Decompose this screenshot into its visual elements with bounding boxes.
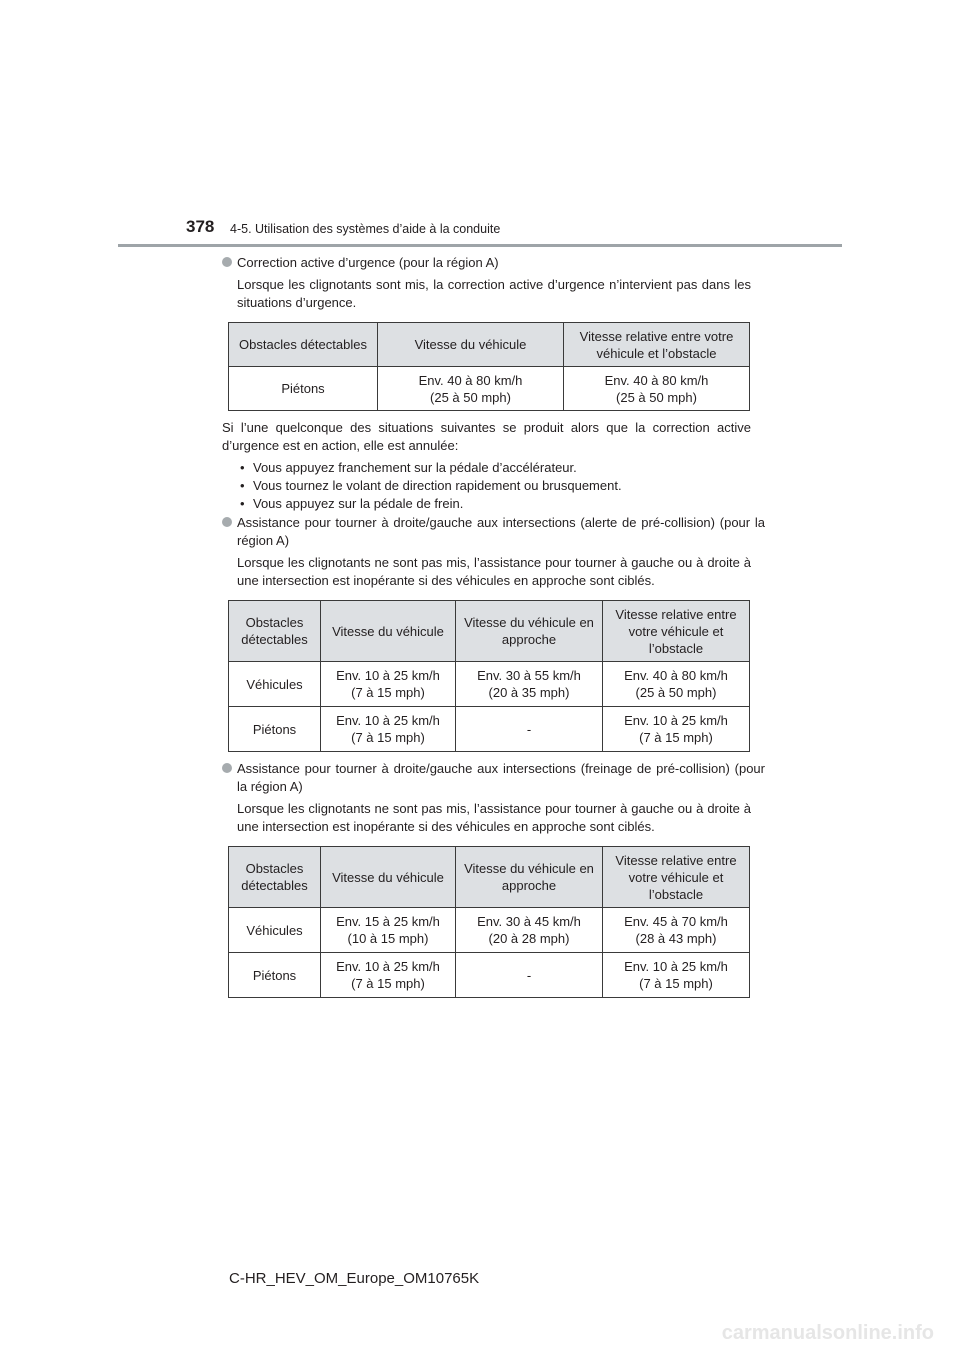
cell-obstacle: Véhicules bbox=[229, 662, 321, 707]
table-header-row bbox=[229, 847, 750, 908]
cell-mph: (20 à 28 mph) bbox=[488, 931, 570, 946]
col-speed: Vitesse du véhicule bbox=[378, 323, 564, 367]
col-speed: Vitesse du véhicule bbox=[321, 847, 456, 908]
cell-approach: - bbox=[456, 953, 603, 998]
cell-kmh: Env. 30 à 55 km/h bbox=[477, 668, 581, 683]
section1-heading bbox=[222, 254, 750, 272]
bullet-icon bbox=[222, 763, 232, 773]
bullet-icon bbox=[222, 517, 232, 527]
cell-kmh: Env. 10 à 25 km/h bbox=[624, 959, 728, 974]
section1-table bbox=[228, 322, 750, 411]
cell-kmh: Env. 15 à 25 km/h bbox=[336, 914, 440, 929]
cell-obstacle: Piétons bbox=[229, 953, 321, 998]
col-obstacles: Obstacles détectables bbox=[229, 601, 321, 662]
footer-doc-id: C-HR_HEV_OM_Europe_OM10765K bbox=[229, 1270, 480, 1287]
cell-relative bbox=[603, 662, 750, 707]
cell-obstacle: Piétons bbox=[229, 367, 378, 411]
section1-heading-text: Correction active d’urgence (pour la région A) bbox=[237, 255, 499, 270]
cell-mph: (7 à 15 mph) bbox=[351, 685, 425, 700]
section2-table bbox=[228, 600, 750, 752]
table-header-row bbox=[229, 323, 750, 367]
cell-kmh: Env. 10 à 25 km/h bbox=[336, 713, 440, 728]
cell-speed bbox=[321, 908, 456, 953]
cell-obstacle: Piétons bbox=[229, 707, 321, 752]
cell-mph: (28 à 43 mph) bbox=[635, 931, 717, 946]
cell-relative bbox=[603, 707, 750, 752]
section2-heading bbox=[222, 514, 765, 550]
cell-speed bbox=[321, 707, 456, 752]
cell-mph: (25 à 50 mph) bbox=[635, 685, 717, 700]
cell-approach: - bbox=[456, 707, 603, 752]
cell-relative bbox=[603, 953, 750, 998]
col-approach: Vitesse du véhicule en approche bbox=[456, 601, 603, 662]
cell-speed bbox=[321, 953, 456, 998]
col-obstacles: Obstacles détectables bbox=[229, 847, 321, 908]
cell-kmh: Env. 40 à 80 km/h bbox=[418, 372, 523, 388]
cell-kmh: Env. 40 à 80 km/h bbox=[624, 668, 728, 683]
section1-cancel-text: Si l’une quelconque des situations suivantes se produit alors que la correction active d’urgence est en action, elle est annulée: bbox=[222, 420, 751, 453]
bullet-icon bbox=[222, 257, 232, 267]
cell-mph: (10 à 15 mph) bbox=[347, 931, 429, 946]
watermark: carmanualsonline.info bbox=[721, 1322, 934, 1344]
table-row bbox=[229, 662, 750, 707]
cell-kmh: Env. 10 à 25 km/h bbox=[624, 713, 728, 728]
section3-heading-text: Assistance pour tourner à droite/gauche aux intersections (freinage de pré-collision) (pour la région A) bbox=[237, 761, 765, 794]
section2-intro: Lorsque les clignotants ne sont pas mis, l’assistance pour tourner à gauche ou à droite à une intersection est inopérante si des véhicules en approche sont ciblés. bbox=[237, 555, 751, 588]
section3-table bbox=[228, 846, 750, 998]
cell-speed bbox=[378, 367, 564, 411]
table-row bbox=[229, 908, 750, 953]
cell-obstacle: Véhicules bbox=[229, 908, 321, 953]
section3-heading bbox=[222, 760, 765, 796]
section3-intro: Lorsque les clignotants ne sont pas mis, l’assistance pour tourner à gauche ou à droite à une intersection est inopérante si des véhicules en approche sont ciblés. bbox=[237, 801, 751, 834]
col-approach: Vitesse du véhicule en approche bbox=[456, 847, 603, 908]
col-speed: Vitesse du véhicule bbox=[321, 601, 456, 662]
table-header-row bbox=[229, 601, 750, 662]
cell-mph: (7 à 15 mph) bbox=[639, 976, 713, 991]
cell-kmh: Env. 10 à 25 km/h bbox=[336, 668, 440, 683]
cell-mph: (25 à 50 mph) bbox=[616, 389, 697, 405]
col-obstacles: Obstacles détectables bbox=[229, 323, 378, 367]
cell-mph: (20 à 35 mph) bbox=[488, 685, 570, 700]
table-row bbox=[229, 953, 750, 998]
cell-speed bbox=[321, 662, 456, 707]
section-title: 4-5. Utilisation des systèmes d’aide à la conduite bbox=[230, 222, 501, 236]
cell-mph: (7 à 15 mph) bbox=[351, 730, 425, 745]
cell-kmh: Env. 10 à 25 km/h bbox=[336, 959, 440, 974]
cell-mph: (7 à 15 mph) bbox=[351, 976, 425, 991]
cell-approach bbox=[456, 662, 603, 707]
cell-mph: (25 à 50 mph) bbox=[430, 389, 511, 405]
cell-approach bbox=[456, 908, 603, 953]
col-relative: Vitesse relative entre votre véhicule et l’obstacle bbox=[564, 323, 750, 367]
list-item: • Vous appuyez sur la pédale de frein. bbox=[238, 495, 752, 513]
header-divider bbox=[118, 244, 842, 247]
page-number: 378 bbox=[186, 217, 215, 236]
table-row bbox=[229, 707, 750, 752]
list-item: • Vous appuyez franchement sur la pédale d’accélérateur. bbox=[238, 459, 752, 477]
cell-relative bbox=[564, 367, 750, 411]
section1-cancel-list bbox=[238, 459, 752, 513]
cell-kmh: Env. 30 à 45 km/h bbox=[477, 914, 581, 929]
cell-kmh: Env. 45 à 70 km/h bbox=[624, 914, 728, 929]
list-item: • Vous tournez le volant de direction rapidement ou brusquement. bbox=[238, 477, 752, 495]
cell-mph: (7 à 15 mph) bbox=[639, 730, 713, 745]
cell-relative bbox=[603, 908, 750, 953]
col-relative: Vitesse relative entre votre véhicule et l’obstacle bbox=[603, 601, 750, 662]
table-row bbox=[229, 367, 750, 411]
col-relative: Vitesse relative entre votre véhicule et l’obstacle bbox=[603, 847, 750, 908]
cell-kmh: Env. 40 à 80 km/h bbox=[604, 372, 709, 388]
section1-intro: Lorsque les clignotants sont mis, la correction active d’urgence n’intervient pas dans les situations d’urgence. bbox=[237, 277, 751, 310]
section2-heading-text: Assistance pour tourner à droite/gauche aux intersections (alerte de pré-collision) (pour la région A) bbox=[237, 515, 765, 548]
